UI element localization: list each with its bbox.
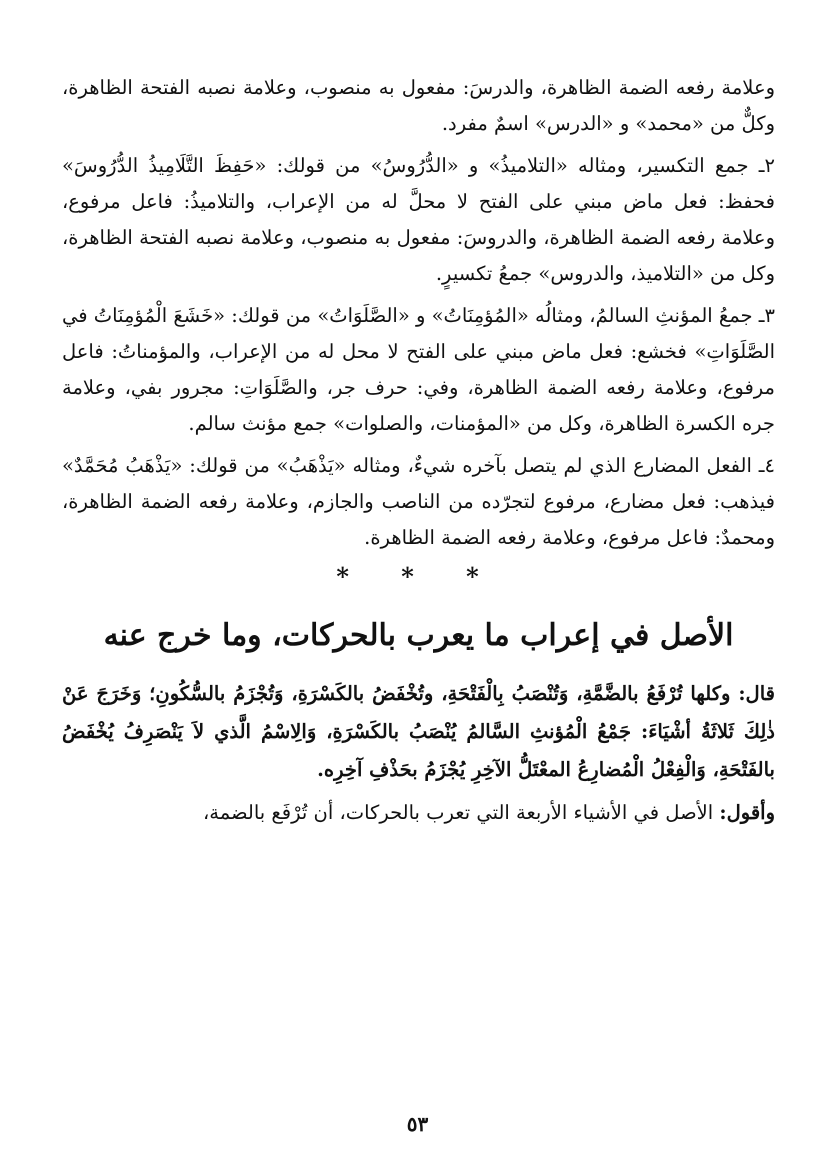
paragraph-1: وعلامة رفعه الضمة الظاهرة، والدرسَ: مفعول به منصوب، وعلامة نصبه الفتحة الظاهرة، وكلٌّ من «محمد» و «الدرس» اسمٌ مفرد. bbox=[62, 76, 775, 135]
paragraph-4: ٤ـ الفعل المضارع الذي لم يتصل بآخره شيءٌ، ومثاله «يَذْهَبُ» من قولك: «يَذْهَبُ مُحَمَّدٌ» فيذهب: فعل مضارع، مرفوع لتجرّده من الناصب والجازم، وعلامة رفعه الضمة الظاهرة، ومحمدٌ: فاعل مرفوع، وعلامة رفعه الضمة الظاهرة. bbox=[62, 454, 775, 549]
section-heading: الأصل في إعراب ما يعرب بالحركات، وما خرج عنه bbox=[103, 618, 734, 653]
page-number: ٥٣ bbox=[406, 1112, 429, 1136]
quote-label: قال: bbox=[738, 682, 775, 705]
section-separator: * * * bbox=[336, 562, 501, 591]
commentary-text: الأصل في الأشياء الأربعة التي تعرب بالحركات، أن تُرْفَع بالضمة، bbox=[202, 801, 714, 824]
quote-text: وكلها تُرْفَعُ بالضَّمَّةِ، وَتُنْصَبُ بِالْفَتْحَةِ، وتُخْفَضُ بالكَسْرَةِ، وَتُجْزَمُ بالسُّكُونِ؛ وَخَرَجَ عَنْ ذٰلِكَ ثَلاثَةُ أشْيَاءَ: جَمْعُ الْمُؤنثِ السَّالمُ يُنْصَبُ بالكَسْرَةِ، وَالِاسْمُ الَّذي لاَ يَنْصَرِفُ يُخْفَضُ بالفَتْحَةِ، وَالْفِعْلُ الْمُضارِعُ المعْتَلُّ الآخِرِ يُجْزَمُ بحَذْفِ آخِرِه. bbox=[62, 682, 775, 781]
matn-quote bbox=[62, 675, 775, 789]
commentary-label: وأقول: bbox=[719, 801, 775, 824]
commentary-paragraph bbox=[62, 795, 775, 831]
paragraph-3: ٣ـ جمعُ المؤنثِ السالمُ، ومثالُه «المُؤمِنَاتُ» و «الصَّلَوَاتُ» من قولك: «خَشَعَ الْمُؤمِنَاتُ في الصَّلَوَاتِ» فخشع: فعل ماض مبني على الفتح لا محل له من الإعراب، والمؤمناتُ: فاعل مرفوع، وعلامة رفعه الضمة الظاهرة، وفي: حرف جر، والصَّلَوَاتِ: مجرور بفي، وعلامة جره الكسرة الظاهرة، وكل من «المؤمنات، والصلوات» جمع مؤنث سالم. bbox=[62, 304, 775, 435]
paragraph-2: ٢ـ جمع التكسير، ومثاله «التلاميذُ» و «الدُّرُوسُ» من قولك: «حَفِظَ التَّلَامِيذُ الدُّرُوسَ» فحفظ: فعل ماض مبني على الفتح لا محلَّ له من الإعراب، والتلاميذُ: فاعل مرفوع، وعلامة رفعه الضمة الظاهرة، والدروسَ: مفعول به منصوب، وعلامة نصبه الفتحة الظاهرة، وكل من «التلاميذ، والدروس» جمعُ تكسيرٍ. bbox=[62, 154, 775, 285]
